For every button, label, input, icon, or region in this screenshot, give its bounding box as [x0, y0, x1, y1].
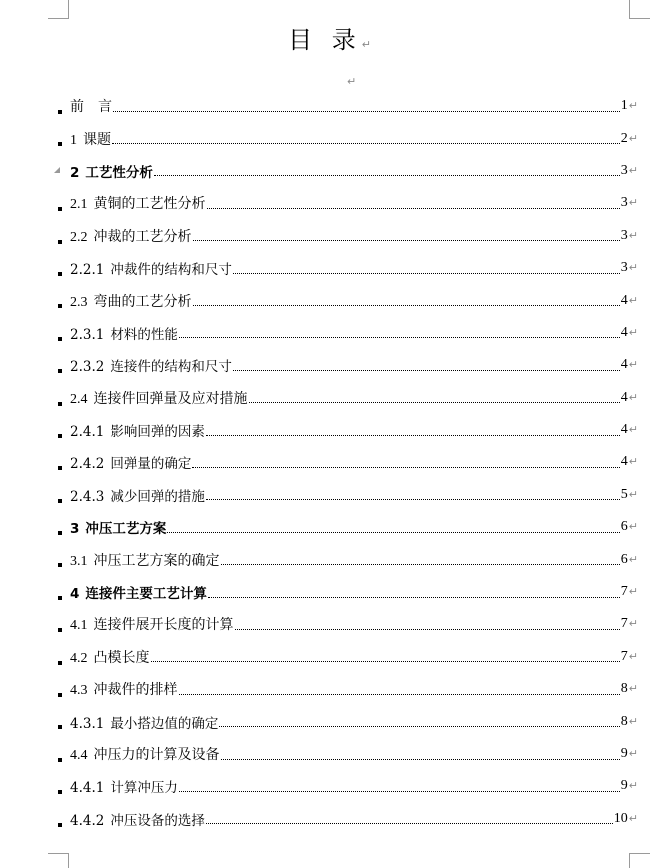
toc-entry[interactable] [58, 576, 638, 608]
toc-entry-number: 2.3.2 [70, 359, 105, 376]
toc-page-number [621, 325, 638, 341]
toc-entry[interactable] [58, 608, 638, 640]
toc-page-number [621, 98, 638, 114]
toc-page-number-value: 7 [620, 616, 628, 632]
format-mark-icon [58, 693, 62, 697]
toc-page-number [614, 811, 638, 827]
dot-leader [221, 745, 620, 760]
toc-entry-number: 4 [70, 586, 80, 603]
format-mark-icon [58, 337, 62, 341]
toc-entry-label [58, 744, 220, 764]
toc-title-text: 目 录 [288, 26, 362, 54]
toc-entry-number: 2.4.1 [70, 424, 105, 441]
toc-page-number [621, 131, 638, 147]
dot-leader [112, 129, 620, 144]
dot-leader [219, 712, 619, 727]
toc-entry-number: 2.3 [70, 294, 88, 310]
toc-entry-label [58, 129, 111, 149]
toc-entry-number: 4.4.1 [70, 780, 105, 797]
toc-entry-label [58, 161, 153, 181]
toc-entry-number: 2.4.3 [70, 488, 105, 505]
toc-entry-label [58, 485, 205, 505]
format-mark-icon [58, 272, 62, 276]
toc-entry[interactable] [58, 705, 638, 737]
toc-entry[interactable] [58, 155, 638, 187]
toc-entry[interactable] [58, 90, 638, 122]
toc-entry-text: 最小搭边值的确定 [110, 715, 219, 732]
toc-page-number [621, 228, 638, 244]
toc-entry-number: 2.1 [70, 197, 88, 213]
toc-entry[interactable] [58, 284, 638, 316]
dot-leader [208, 583, 620, 598]
paragraph-mark-icon: ↵ [361, 38, 371, 51]
toc-entry-number: 2.4 [70, 391, 88, 407]
format-mark-icon [58, 563, 62, 567]
toc-entry-number: 4.3 [70, 683, 88, 699]
paragraph-mark-icon: ↵ [628, 552, 638, 566]
toc-page-number-value: 3 [620, 162, 628, 178]
toc-page-number [621, 195, 638, 211]
dot-leader [193, 291, 620, 306]
format-mark-icon [58, 142, 62, 146]
toc-entry-label [58, 712, 218, 732]
paragraph-mark-icon: ↵ [628, 585, 638, 599]
toc-page-number-value: 8 [620, 681, 628, 697]
toc-entry-number: 4.4.2 [70, 812, 105, 829]
toc-entry-text: 连接件展开长度的计算 [93, 618, 234, 634]
toc-entry-text: 弯曲的工艺分析 [93, 294, 192, 310]
paragraph-mark-icon: ↵ [628, 228, 638, 242]
toc-page-number [621, 260, 638, 276]
toc-entry-label [58, 452, 191, 472]
toc-entry-number: 2.2.1 [70, 262, 105, 279]
format-mark-icon [58, 402, 62, 406]
toc-page-number [621, 681, 638, 697]
crop-mark-top-right [629, 0, 650, 19]
toc-page-number-value: 6 [620, 551, 628, 567]
toc-entry-number: 2.2 [70, 229, 88, 245]
dot-leader [179, 777, 620, 792]
toc-entry[interactable] [58, 382, 638, 414]
toc-page-number [621, 778, 638, 794]
toc-page-number-value: 9 [620, 778, 628, 794]
toc-entry-text: 冲压设备的选择 [110, 812, 205, 829]
paragraph-mark-icon: ↵ [628, 520, 638, 534]
toc-page-number [621, 422, 638, 438]
toc-entry-number: 2.3.1 [70, 326, 105, 343]
toc-entry-number: 3 [70, 521, 80, 538]
toc-entry-text: 连接件回弹量及应对措施 [93, 391, 248, 407]
toc-page-number-value: 1 [620, 98, 628, 114]
empty-paragraph[interactable] [347, 72, 356, 90]
dot-leader [233, 259, 620, 274]
paragraph-mark-icon: ↵ [628, 714, 638, 728]
toc-entry[interactable] [58, 543, 638, 575]
format-mark-icon [58, 725, 62, 729]
format-mark-icon [58, 434, 62, 438]
toc-page-number-value: 3 [620, 260, 628, 276]
dot-leader [221, 550, 620, 565]
toc-entry[interactable] [58, 317, 638, 349]
toc-entry-number: 4.1 [70, 618, 88, 634]
toc-entry[interactable] [58, 673, 638, 705]
paragraph-mark-icon: ↵ [628, 358, 638, 372]
dot-leader [167, 518, 619, 533]
format-mark-icon [58, 369, 62, 373]
toc-entry-label [58, 258, 232, 278]
toc-entry-text: 冲裁件的排样 [93, 683, 178, 699]
toc-entry-label [58, 420, 205, 440]
toc-entry-text: 减少回弹的措施 [110, 488, 205, 505]
toc-page-number-value: 4 [620, 324, 628, 340]
format-mark-icon [58, 466, 62, 470]
toc-page-number-value: 4 [620, 292, 628, 308]
toc-entry-label [58, 582, 207, 602]
toc-entry-number: 2.4.2 [70, 456, 105, 473]
toc-entry-label [58, 388, 248, 408]
paragraph-mark-icon: ↵ [628, 649, 638, 663]
toc-entry[interactable] [58, 641, 638, 673]
toc-entry[interactable] [58, 187, 638, 219]
dot-leader [154, 161, 620, 176]
toc-page-number [621, 746, 638, 762]
format-mark-icon [58, 110, 62, 114]
paragraph-mark-icon: ↵ [628, 163, 638, 177]
toc-entry-text: 回弹量的确定 [110, 456, 192, 473]
toc-page-number-value: 3 [620, 195, 628, 211]
toc-entry-number: 4.2 [70, 650, 88, 666]
toc-entry-text: 冲压力的计算及设备 [93, 748, 220, 763]
paragraph-mark-icon: ↵ [628, 423, 638, 437]
paragraph-mark-icon: ↵ [628, 747, 638, 760]
paragraph-mark-icon: ↵ [628, 261, 638, 275]
toc-entry-text: 冲裁件的结构和尺寸 [110, 262, 232, 279]
toc-page-number-value: 4 [620, 357, 628, 373]
toc-entry-label [58, 355, 232, 375]
paragraph-mark-icon: ↵ [628, 99, 638, 113]
toc-entry-number: 2 [70, 164, 80, 181]
toc-entry[interactable] [58, 770, 638, 802]
format-mark-icon [58, 628, 62, 632]
toc-page-number [621, 390, 638, 406]
toc-page-number [621, 357, 638, 373]
toc-page-number [621, 714, 638, 730]
crop-mark-top-left [48, 0, 69, 19]
toc-entry[interactable] [58, 414, 638, 446]
paragraph-mark-icon: ↵ [628, 325, 638, 339]
dot-leader [113, 97, 620, 112]
toc-entry[interactable] [58, 511, 638, 543]
toc-entry-text: 冲裁的工艺分析 [93, 229, 192, 245]
dot-leader [207, 194, 620, 209]
dot-leader [249, 388, 620, 403]
toc-entry-label [58, 647, 150, 667]
toc-entry-text: 工艺性分析 [85, 164, 153, 181]
toc-page-number-value: 5 [620, 486, 628, 502]
crop-mark-bottom-right [629, 853, 650, 868]
toc-page-number [621, 649, 638, 665]
format-mark-icon [58, 499, 62, 503]
toc-page-number-value: 7 [620, 584, 628, 600]
toc-page-number-value: 9 [620, 746, 628, 761]
format-mark-icon [58, 790, 62, 794]
toc-entry-label [58, 291, 192, 311]
format-mark-icon [58, 596, 62, 600]
toc-entry-text: 连接件主要工艺计算 [85, 586, 207, 603]
dot-leader [179, 323, 620, 338]
toc-page-number [621, 454, 638, 470]
paragraph-mark-icon: ↵ [628, 455, 638, 469]
toc-entry[interactable] [58, 479, 638, 511]
toc-entry-text: 连接件的结构和尺寸 [110, 359, 232, 376]
toc-entry-label [58, 517, 166, 537]
table-of-contents [58, 90, 638, 835]
toc-entry-label [58, 96, 112, 116]
toc-entry-text: 计算冲压力 [110, 780, 178, 797]
toc-entry-text: 课题 [83, 132, 111, 148]
format-mark-icon [58, 531, 62, 535]
toc-page-number-value: 4 [620, 454, 628, 470]
dot-leader [206, 421, 620, 436]
toc-page-number-value: 2 [620, 130, 628, 146]
toc-page-number [621, 552, 638, 568]
toc-entry-text: 材料的性能 [110, 326, 178, 343]
paragraph-mark-icon: ↵ [628, 487, 638, 501]
toc-entry-number: 4.4 [70, 748, 88, 763]
paragraph-mark-icon: ↵ [628, 779, 638, 793]
toc-page-number-value: 6 [620, 519, 628, 535]
dot-leader [206, 485, 620, 500]
dot-leader [151, 647, 620, 662]
toc-page-number-value: 8 [620, 713, 628, 729]
toc-entry-text: 黄铜的工艺性分析 [93, 197, 206, 213]
toc-entry[interactable] [58, 349, 638, 381]
crop-mark-bottom-left [48, 853, 69, 868]
paragraph-mark-icon: ↵ [628, 390, 638, 404]
toc-page-number [621, 616, 638, 632]
toc-entry-label [58, 550, 220, 570]
toc-entry[interactable] [58, 122, 638, 154]
dot-leader [206, 809, 613, 824]
toc-entry-number: 4.3.1 [70, 715, 105, 732]
collapse-triangle-icon[interactable] [54, 167, 60, 173]
paragraph-mark-icon: ↵ [628, 617, 638, 631]
toc-entry[interactable] [58, 220, 638, 252]
toc-page-number [621, 293, 638, 309]
toc-entry-label [58, 193, 206, 213]
dot-leader [193, 226, 620, 241]
paragraph-mark-icon: ↵ [347, 75, 357, 88]
toc-entry-number: 3.1 [70, 553, 88, 569]
paragraph-mark-icon: ↵ [628, 196, 638, 210]
toc-page-number-value: 4 [620, 422, 628, 438]
toc-entry-number: 1 [70, 132, 77, 148]
format-mark-icon [58, 207, 62, 211]
format-mark-icon [58, 823, 62, 827]
toc-entry-label [58, 679, 178, 699]
toc-page-number-value: 3 [620, 227, 628, 243]
toc-entry[interactable] [58, 252, 638, 284]
format-mark-icon [58, 661, 62, 665]
toc-page-number-value: 10 [613, 810, 628, 826]
paragraph-mark-icon: ↵ [628, 131, 638, 145]
dot-leader [179, 680, 620, 695]
paragraph-mark-icon: ↵ [628, 682, 638, 696]
toc-entry-label [58, 323, 178, 343]
toc-entry-text: 冲压工艺方案的确定 [93, 553, 220, 569]
toc-page-number [621, 163, 638, 179]
format-mark-icon [58, 758, 62, 762]
paragraph-mark-icon: ↵ [628, 811, 638, 825]
toc-entry-text: 凸模长度 [93, 650, 150, 666]
toc-entry[interactable] [58, 738, 638, 770]
dot-leader [192, 453, 619, 468]
toc-page-number [621, 487, 638, 503]
toc-page-number-value: 7 [620, 648, 628, 664]
format-mark-icon [58, 240, 62, 244]
toc-page-number [621, 584, 638, 600]
toc-entry-label [58, 809, 205, 829]
toc-entry-label [58, 614, 234, 634]
toc-page-number [621, 519, 638, 535]
toc-entry-label [58, 776, 178, 796]
toc-title[interactable] [0, 20, 659, 55]
toc-entry-text: 影响回弹的因素 [110, 424, 205, 441]
paragraph-mark-icon: ↵ [628, 293, 638, 307]
toc-entry[interactable] [58, 803, 638, 835]
format-mark-icon [58, 304, 62, 308]
toc-entry-label [58, 226, 192, 246]
toc-page-number-value: 4 [620, 389, 628, 405]
toc-entry[interactable] [58, 446, 638, 478]
dot-leader [233, 356, 620, 371]
dot-leader [235, 615, 620, 630]
toc-entry-text: 冲压工艺方案 [85, 521, 167, 538]
toc-entry-text: 前 言 [70, 100, 112, 116]
